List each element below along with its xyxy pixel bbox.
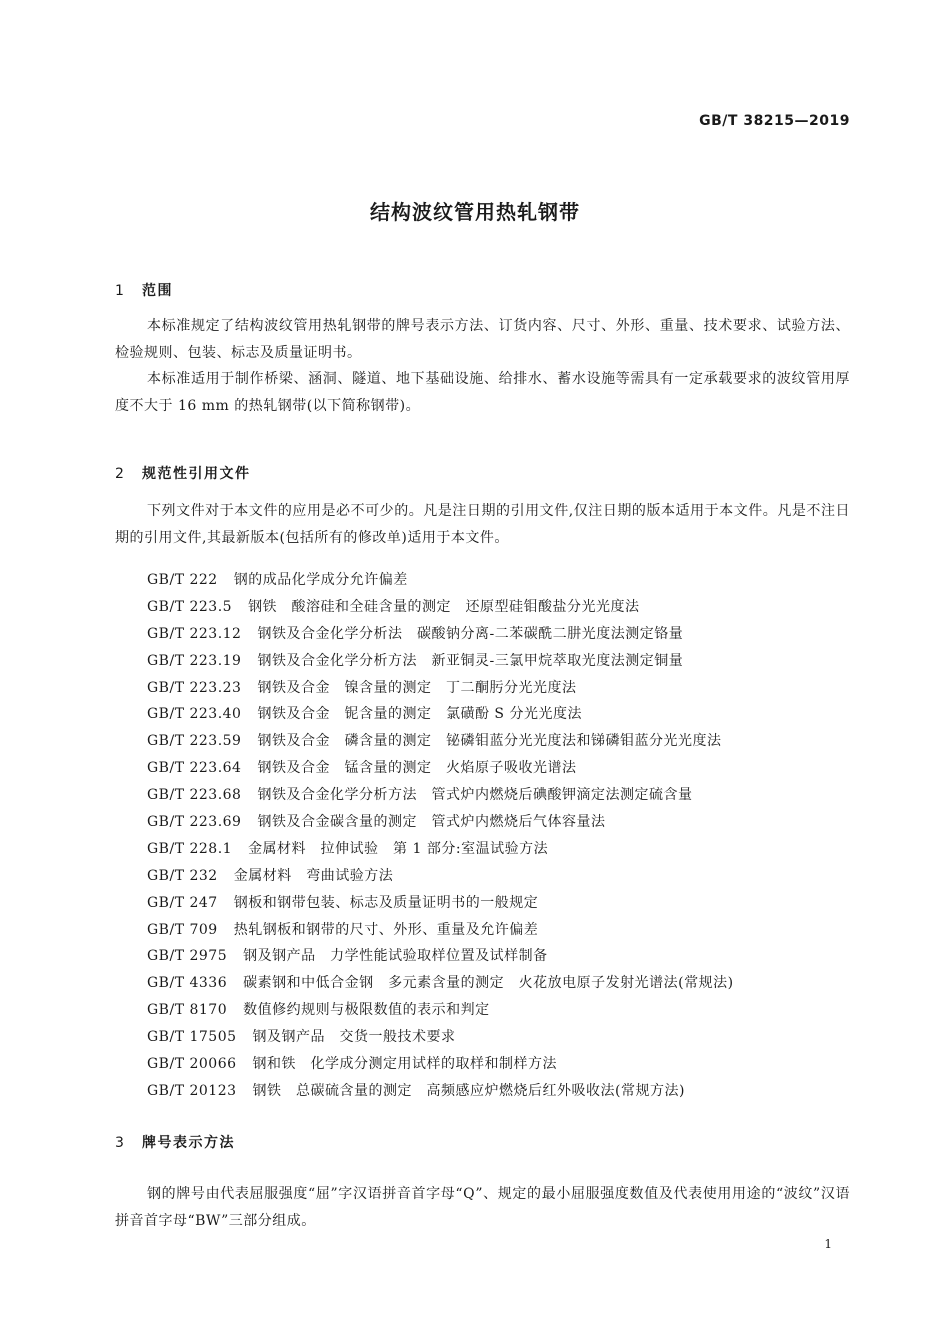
reference-item (147, 863, 734, 890)
reference-code: GB/T 2975 (147, 948, 228, 965)
section-number: 2 (115, 466, 126, 482)
reference-item (147, 809, 734, 836)
standard-code: GB/T 38215—2019 (699, 113, 850, 129)
section-2-paragraph-1: 下列文件对于本文件的应用是必不可少的。凡是注日期的引用文件,仅注日期的版本适用于本文件。凡是不注日期的引用文件,其最新版本(包括所有的修改单)适用于本文件。 (115, 503, 850, 546)
reference-item (147, 917, 734, 944)
reference-item (147, 621, 734, 648)
reference-title: 钢铁及合金化学分析方法 管式炉内燃烧后碘酸钾滴定法测定硫含量 (257, 787, 693, 804)
reference-title: 钢铁 总碳硫含量的测定 高频感应炉燃烧后红外吸收法(常规方法) (252, 1082, 685, 1099)
reference-item (147, 782, 734, 809)
section-1-heading (115, 280, 173, 300)
reference-item (147, 648, 734, 675)
reference-item (147, 728, 734, 755)
normative-reference-list (147, 567, 734, 1105)
reference-code: GB/T 223.23 (147, 679, 242, 696)
reference-item (147, 755, 734, 782)
reference-title: 钢铁及合金 镍含量的测定 丁二酮肟分光光度法 (257, 679, 577, 696)
reference-title: 金属材料 拉伸试验 第 1 部分:室温试验方法 (248, 840, 549, 857)
reference-code: GB/T 20123 (147, 1082, 237, 1099)
reference-code: GB/T 223.12 (147, 625, 242, 642)
reference-title: 碳素钢和中低合金钢 多元素含量的测定 火花放电原子发射光谱法(常规法) (243, 975, 734, 992)
section-1-paragraph-2: 本标准适用于制作桥梁、涵洞、隧道、地下基础设施、给排水、蓄水设施等需具有一定承载要求的波纹管用厚度不大于 16 mm 的热轧钢带(以下简称钢带)。 (115, 371, 850, 414)
reference-title: 钢铁及合金 锰含量的测定 火焰原子吸收光谱法 (257, 760, 577, 777)
reference-code: GB/T 8170 (147, 1002, 228, 1019)
section-3-heading (115, 1132, 235, 1152)
section-3-paragraph-1: 钢的牌号由代表屈服强度“屈”字汉语拼音首字母“Q”、规定的最小屈服强度数值及代表使用用途的“波纹”汉语拼音首字母“BW”三部分组成。 (115, 1186, 850, 1229)
reference-code: GB/T 228.1 (147, 840, 233, 857)
section-number: 3 (115, 1135, 126, 1151)
section-title: 范围 (142, 283, 173, 299)
section-1-paragraph-1: 本标准规定了结构波纹管用热轧钢带的牌号表示方法、订货内容、尺寸、外形、重量、技术要求、试验方法、检验规则、包装、标志及质量证明书。 (115, 318, 850, 361)
document-title: 结构波纹管用热轧钢带 (370, 200, 580, 224)
section-title: 牌号表示方法 (142, 1135, 235, 1151)
reference-item (147, 1024, 734, 1051)
reference-title: 钢铁及合金 磷含量的测定 铋磷钼蓝分光光度法和锑磷钼蓝分光光度法 (257, 733, 722, 750)
reference-title: 热轧钢板和钢带的尺寸、外形、重量及允许偏差 (233, 921, 539, 938)
section-title: 规范性引用文件 (142, 466, 251, 482)
reference-item (147, 890, 734, 917)
reference-code: GB/T 232 (147, 867, 218, 884)
section-2-heading (115, 463, 251, 483)
reference-title: 钢及钢产品 力学性能试验取样位置及试样制备 (243, 948, 548, 965)
reference-code: GB/T 17505 (147, 1029, 237, 1046)
reference-item (147, 675, 734, 702)
reference-code: GB/T 223.68 (147, 787, 242, 804)
reference-item (147, 1078, 734, 1105)
reference-item (147, 836, 734, 863)
reference-item (147, 701, 734, 728)
reference-code: GB/T 222 (147, 572, 218, 588)
page-number: 1 (824, 1237, 832, 1251)
reference-title: 钢铁及合金 铌含量的测定 氯磺酚 S 分光光度法 (257, 706, 582, 723)
reference-title: 钢铁及合金化学分析法 碳酸钠分离-二苯碳酰二肼光度法测定铬量 (257, 625, 684, 642)
reference-item (147, 943, 734, 970)
reference-title: 钢铁 酸溶硅和全硅含量的测定 还原型硅钼酸盐分光光度法 (248, 598, 640, 615)
reference-title: 钢铁及合金碳含量的测定 管式炉内燃烧后气体容量法 (257, 814, 606, 831)
reference-item (147, 1051, 734, 1078)
reference-item (147, 594, 734, 621)
reference-title: 钢及钢产品 交货一般技术要求 (252, 1029, 456, 1046)
reference-code: GB/T 247 (147, 894, 218, 911)
reference-code: GB/T 223.64 (147, 760, 242, 777)
reference-code: GB/T 223.19 (147, 652, 242, 669)
reference-title: 钢的成品化学成分允许偏差 (233, 572, 408, 588)
reference-title: 钢和铁 化学成分测定用试样的取样和制样方法 (252, 1056, 558, 1073)
reference-code: GB/T 223.5 (147, 598, 233, 615)
reference-item (147, 997, 734, 1024)
reference-code: GB/T 20066 (147, 1056, 237, 1073)
section-number: 1 (115, 283, 126, 299)
reference-title: 钢铁及合金化学分析方法 新亚铜灵-三氯甲烷萃取光度法测定铜量 (257, 652, 684, 669)
reference-code: GB/T 709 (147, 921, 218, 938)
reference-item (147, 970, 734, 997)
reference-title: 数值修约规则与极限数值的表示和判定 (243, 1002, 490, 1019)
reference-code: GB/T 4336 (147, 975, 228, 992)
reference-code: GB/T 223.69 (147, 814, 242, 831)
reference-title: 金属材料 弯曲试验方法 (233, 867, 394, 884)
reference-item (147, 567, 734, 594)
reference-title: 钢板和钢带包装、标志及质量证明书的一般规定 (233, 894, 539, 911)
reference-code: GB/T 223.40 (147, 706, 242, 723)
reference-code: GB/T 223.59 (147, 733, 242, 750)
